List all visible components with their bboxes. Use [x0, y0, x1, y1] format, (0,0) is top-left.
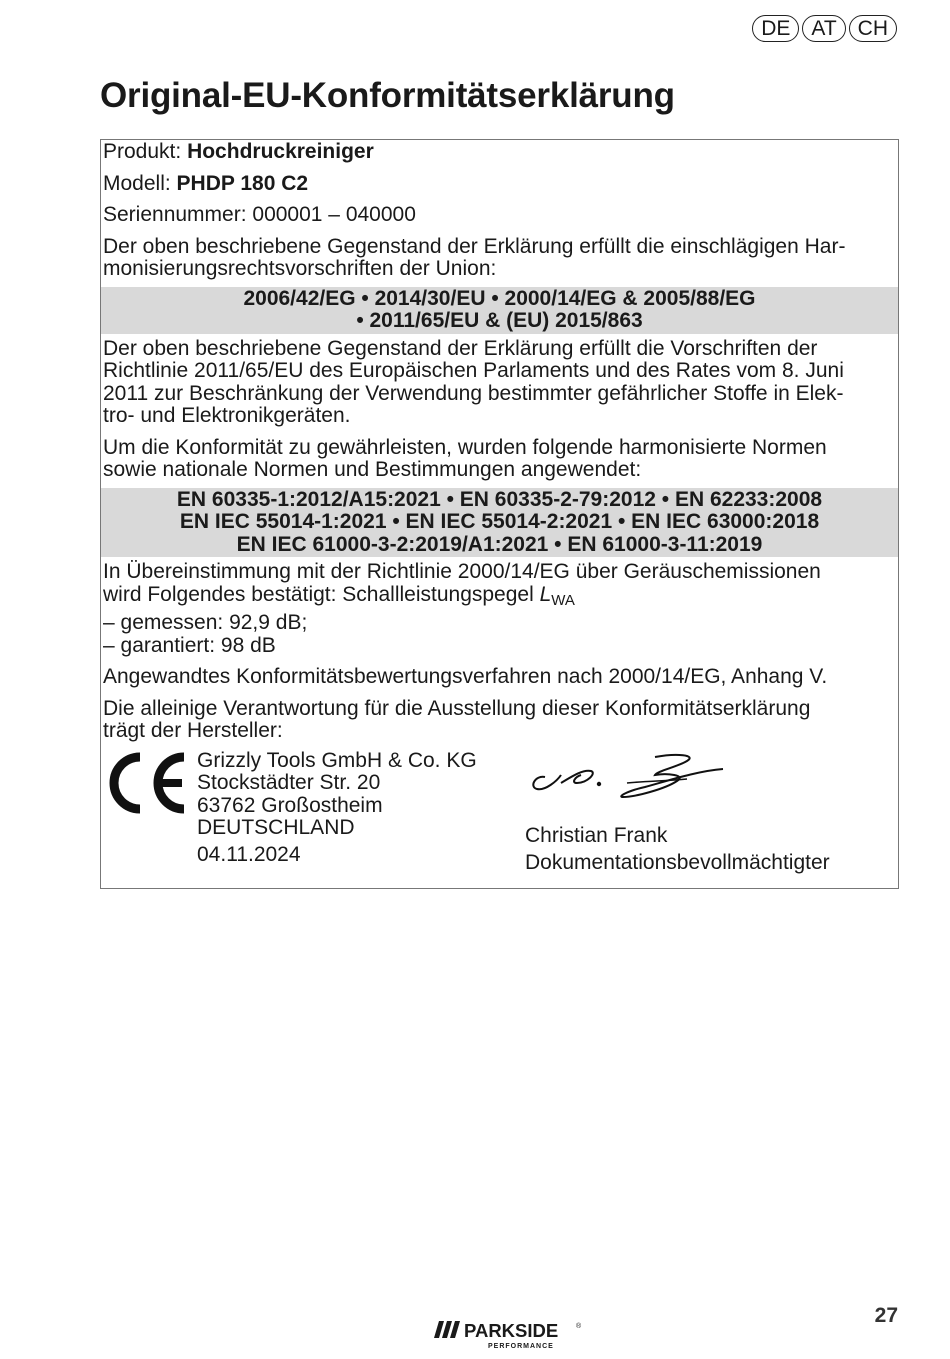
declaration-date: 04.11.2024 [197, 842, 301, 866]
signer-role: Dokumentationsbevollmächtigter [525, 850, 830, 874]
product-line [101, 141, 898, 164]
union-line-2: monisierungsrechtsvorschriften der Union: [103, 257, 497, 280]
page-number: 27 [874, 1304, 898, 1327]
rohs-statement [101, 338, 898, 428]
noise-statement [101, 561, 898, 657]
noise-line-1: In Übereinstimmung mit der Richtlinie 2000/14/EG über Geräuschemissionen [103, 560, 821, 583]
manufacturer-country: DEUTSCHLAND [197, 816, 355, 839]
brand-subline: PERFORMANCE [488, 1343, 554, 1350]
responsibility-line-1: Die alleinige Verantwortung für die Ausstellung dieser Konformitätserklärung [103, 696, 811, 720]
norms-line-3: EN IEC 61000-3-2:2019/A1:2021 • EN 61000-3-11:2019 [236, 532, 763, 556]
noise-subscript: WA [551, 591, 575, 609]
serial-number: Seriennummer: 000001 – 040000 [103, 203, 416, 226]
product-value: Hochdruckreiniger [187, 140, 374, 163]
guaranteed-level: – garantiert: 98 dB [103, 633, 276, 657]
country-badge-at: AT [802, 15, 845, 42]
norms-intro-line-1: Um die Konformität zu gewährleisten, wurden folgende harmonisierte Normen [103, 435, 827, 459]
manufacturer-street: Stockstädter Str. 20 [197, 771, 381, 794]
union-line-1: Der oben beschriebene Gegenstand der Erklärung erfüllt die einschlägigen Har- [103, 234, 846, 258]
assessment-procedure: Angewandtes Konformitätsbewertungsverfahren nach 2000/14/EG, Anhang V. [103, 665, 828, 688]
signer-block [525, 822, 830, 876]
declaration-box [100, 139, 899, 889]
directives-line-2: • 2011/65/EU & (EU) 2015/863 [356, 309, 643, 332]
brand-name: PARKSIDE [464, 1320, 559, 1341]
country-badges [752, 15, 897, 42]
directives-line-1: 2006/42/EG • 2014/30/EU • 2000/14/EG & 2005/88/EG [243, 286, 756, 310]
rohs-line-1: Der oben beschriebene Gegenstand der Erklärung erfüllt die Vorschriften der [103, 336, 818, 360]
rohs-line-3: 2011 zur Beschränkung der Verwendung bestimmter gefährlicher Stoffe in Elek- [103, 381, 844, 405]
measured-level: – gemessen: 92,9 dB; [103, 611, 308, 634]
norms-intro-line-2: sowie nationale Normen und Bestimmungen angewendet: [103, 458, 642, 481]
noise-line-2-text: wird Folgendes bestätigt: Schallleistungspegel [103, 582, 540, 606]
norms-line-2: EN IEC 55014-1:2021 • EN IEC 55014-2:2021 • EN IEC 63000:2018 [179, 510, 820, 533]
directives-band [101, 287, 898, 334]
signature-image [527, 747, 727, 817]
manufacturer-section [101, 748, 898, 901]
rohs-line-4: tro- und Elektronikgeräten. [103, 404, 351, 427]
registered-mark: ® [576, 1323, 582, 1330]
noise-symbol: L [539, 582, 552, 606]
norms-band [101, 488, 898, 558]
norms-intro [101, 437, 898, 482]
responsibility-line-2: trägt der Hersteller: [103, 719, 283, 742]
rohs-line-2: Richtlinie 2011/65/EU des Europäischen Parlaments und des Rates vom 8. Juni [103, 359, 844, 382]
responsibility-statement [101, 698, 898, 743]
norms-line-1: EN 60335-1:2012/A15:2021 • EN 60335-2-79:2012 • EN 62233:2008 [176, 487, 823, 511]
ce-mark-icon [102, 751, 192, 815]
model-label: Modell: [103, 171, 171, 195]
model-line [101, 173, 898, 196]
manufacturer-address [197, 750, 477, 867]
union-statement [101, 236, 898, 281]
country-badge-de: DE [752, 15, 799, 42]
page-title: Original-EU-Konformitätserklärung [100, 76, 675, 115]
manufacturer-name: Grizzly Tools GmbH & Co. KG [197, 748, 477, 772]
manufacturer-city: 63762 Großostheim [197, 793, 383, 817]
country-badge-ch: CH [849, 15, 897, 42]
product-label: Produkt: [103, 140, 182, 163]
model-value: PHDP 180 C2 [176, 171, 309, 195]
noise-line-2 [103, 584, 898, 613]
signer-name: Christian Frank [525, 823, 668, 847]
parkside-logo [430, 1316, 590, 1352]
